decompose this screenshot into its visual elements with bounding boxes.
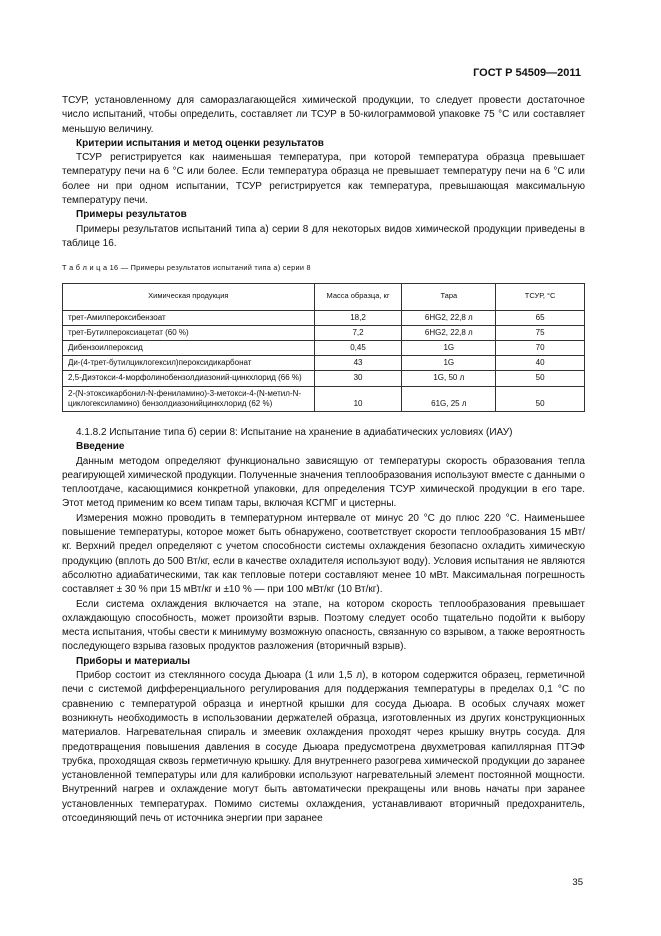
table-header-row bbox=[63, 283, 585, 310]
column-header: Химическая продукция bbox=[63, 283, 315, 310]
criteria-heading: Критерии испытания и метод оценки результатов bbox=[76, 137, 324, 149]
table-cell: 50 bbox=[496, 386, 585, 411]
document-id: ГОСТ Р 54509—2011 bbox=[473, 67, 581, 79]
introduction-paragraph-1: Данным методом определяют функционально зависящую от температуры скорость образования тепла реагирующей химической продукции. Полученные значения теплообразования используют вместе с данными о теплоотдаче, касающимися конкретной упаковки, для определения ТСУР химической продукции в его таре. Этот метод применим ко всем типам тары, включая КСГМГ и цистерны. bbox=[62, 455, 585, 510]
table-row bbox=[63, 340, 585, 355]
table-row bbox=[63, 310, 585, 325]
table-cell: 50 bbox=[496, 371, 585, 386]
table-row bbox=[63, 325, 585, 340]
table-cell: 0,45 bbox=[314, 340, 402, 355]
criteria-paragraph: ТСУР регистрируется как наименьшая температура, при которой температура образца превышает температуру печи на 6 °C или более. Если температура образца не превышает температуру печи на 6 °C или более ни при одном испытании, ТСУР регистрируется как температура, превышающая максимальную температуру печи. bbox=[62, 152, 585, 207]
equipment-heading: Приборы и материалы bbox=[76, 655, 191, 667]
equipment-paragraph: Прибор состоит из стеклянного сосуда Дьюара (1 или 1,5 л), в котором содержится образец, герметичной печи с системой дифференциального регулирования для поддержания температуры в пределах 0,1 °C по сравнению с температурой образца и инертной крышки для сосуда Дьюара. В особых случаях может возникнуть необходимость в использовании держателей образца, изготовленных из других конструкционных материалов. Нагревательная спираль и змеевик охлаждения проходят через крышку внутрь сосуда. Для предотвращения повышения давления в сосуде Дьюара предусмотрена двухметровая капиллярная ПТЭФ трубка, проходящая сквозь герметичную крышку. Для внутреннего разогрева химической продукции до заранее установленной температуры или для калибровки используют нагревательный элемент постоянной мощности. Внутренний нагрев и охлаждение могут быть автоматически прекращены или вновь начаты при заранее установленных температурах. Помимо системы охлаждения, устанавливают вторичный предохранитель, отсоединяющий печь от источника энергии при заранее bbox=[62, 670, 585, 824]
table-cell: 2,5-Диэтокси-4-морфолинобензолдиазоний-цинкхлорид (66 %) bbox=[63, 371, 315, 386]
column-header: Тара bbox=[402, 283, 496, 310]
introduction-paragraph-3: Если система охлаждения включается на этапе, на котором скорость теплообразования превышает охлаждающую способность, может произойти взрыв. Поэтому следует особо тщательно подойти к выбору места испытания, чтобы свести к минимуму возможную опасность, связанную со взрывом, а также вероятность последующего взрыва газовых продуктов разложения (вторичный взрыв). bbox=[62, 598, 585, 653]
table-cell: Дибензоилпероксид bbox=[63, 340, 315, 355]
table-cell: 1G bbox=[402, 356, 496, 371]
subsection-title: 4.1.8.2 Испытание типа б) серии 8: Испытание на хранение в адиабатических условиях (ИАУ) bbox=[76, 426, 513, 438]
table-cell: трет-Амилпероксибензоат bbox=[63, 310, 315, 325]
results-table bbox=[62, 283, 585, 412]
page-content bbox=[62, 94, 585, 826]
table-cell: 65 bbox=[496, 310, 585, 325]
introduction-paragraph-2: Измерения можно проводить в температурном интервале от минус 20 °C до плюс 220 °C. Наименьшее повышение температуры, которое может быть обнаружено, соответствует скорости теплообразования 15 мВт/кг. Верхний предел определяют с учетом способности системы охлаждения безопасно охладить химическую продукцию (вплоть до 500 Вт/кг, если в качестве охладителя используют воду). Условия испытания не являются абсолютно адиабатическими, так как тепловые потери составляют менее 10 мВт. Максимальная погрешность составляет ± 30 % при 15 мВт/кг и ±10 % — при 100 мВт/кг (10 Вт/кг). bbox=[62, 512, 585, 596]
table-cell: 30 bbox=[314, 371, 402, 386]
table-cell: 1G bbox=[402, 340, 496, 355]
table-cell: 75 bbox=[496, 325, 585, 340]
examples-heading: Примеры результатов bbox=[76, 209, 187, 221]
table-cell: 6HG2, 22,8 л bbox=[402, 325, 496, 340]
table-cell: 6HG2, 22,8 л bbox=[402, 310, 496, 325]
table-cell: 1G, 50 л bbox=[402, 371, 496, 386]
table-cell: 18,2 bbox=[314, 310, 402, 325]
table-cell: трет-Бутилпероксиацетат (60 %) bbox=[63, 325, 315, 340]
table-cell: 10 bbox=[314, 386, 402, 411]
table-caption: Т а б л и ц а 16 — Примеры результатов испытаний типа а) серии 8 bbox=[62, 263, 311, 273]
table-cell: 43 bbox=[314, 356, 402, 371]
examples-paragraph: Примеры результатов испытаний типа а) серии 8 для некоторых видов химической продукции приведены в таблице 16. bbox=[62, 223, 585, 249]
column-header: ТСУР, °C bbox=[496, 283, 585, 310]
table-cell: 2-(N-этоксикарбонил-N-фениламино)-3-метокси-4-(N-метил-N-циклогексиламино) бензолдиазонийцинкхлорид (62 %) bbox=[63, 386, 315, 411]
table-row bbox=[63, 356, 585, 371]
column-header: Масса образца, кг bbox=[314, 283, 402, 310]
page-number: 35 bbox=[572, 877, 583, 888]
intro-paragraph: ТСУР, установленному для саморазлагающейся химической продукции, то следует провести достаточное число испытаний, чтобы определить, составляет ли ТСУР в 50-килограммовой упаковке 75 °C или составляет меньшую величину. bbox=[62, 95, 585, 135]
table-row bbox=[63, 386, 585, 411]
table-cell: 61G, 25 л bbox=[402, 386, 496, 411]
table-cell: 70 bbox=[496, 340, 585, 355]
table-cell: Ди-(4-трет-бутилциклогексил)пероксидикарбонат bbox=[63, 356, 315, 371]
table-cell: 40 bbox=[496, 356, 585, 371]
table-row bbox=[63, 371, 585, 386]
table-cell: 7,2 bbox=[314, 325, 402, 340]
introduction-heading: Введение bbox=[76, 441, 125, 453]
